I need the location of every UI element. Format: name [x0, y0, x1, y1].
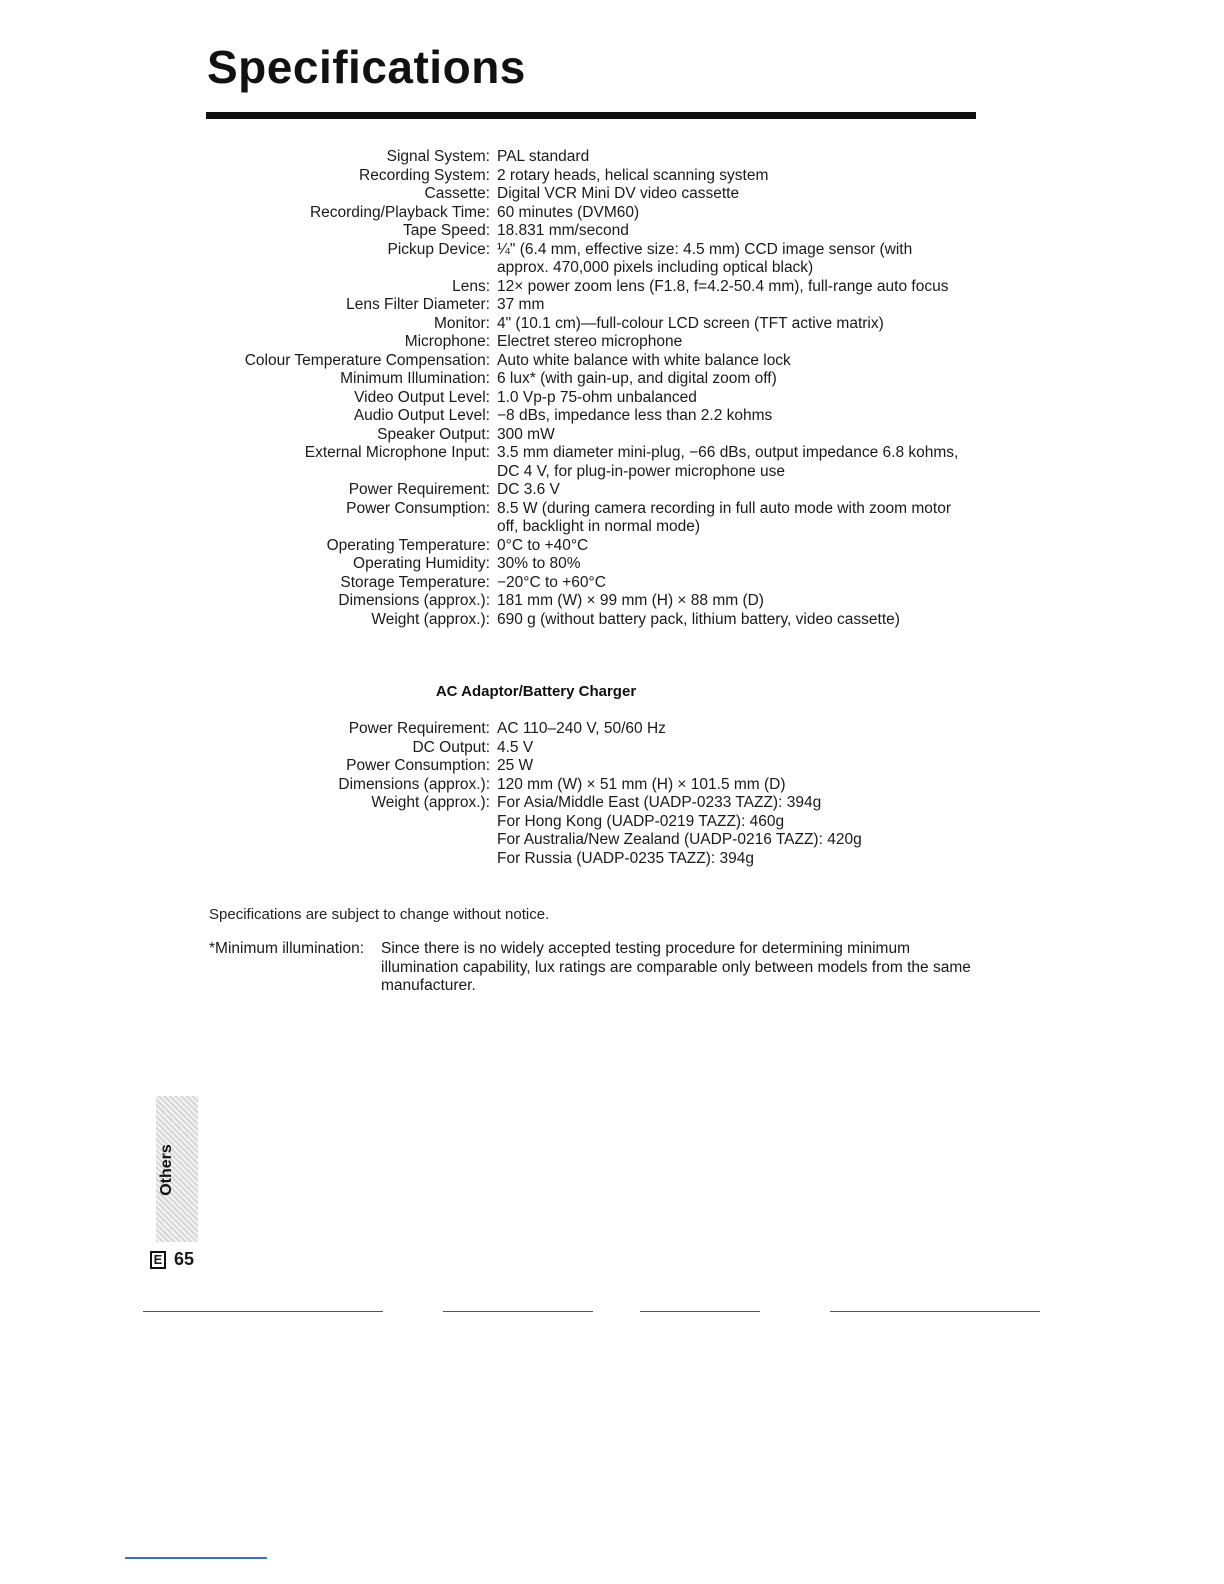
spec-label: Recording System: [359, 166, 490, 184]
spec-row [0, 204, 1224, 223]
language-badge: E [150, 1251, 166, 1269]
spec-value: 37 mm [497, 296, 545, 313]
page-title: Specifications [207, 41, 526, 93]
spec-value: 12× power zoom lens (F1.8, f=4.2-50.4 mm), full-range auto focus [497, 277, 949, 295]
ac-spec-table [0, 720, 1224, 868]
spec-label: Dimensions (approx.): [338, 775, 490, 793]
spec-row [0, 426, 1224, 445]
spec-value: −20°C to +60°C [497, 573, 606, 591]
spec-value: 3.5 mm diameter mini-plug, −66 dBs, output impedance 6.8 kohms, DC 4 V, for plug-in-power microphone use [497, 444, 959, 480]
spec-label: Video Output Level: [354, 388, 490, 406]
spec-value: 1.0 Vp-p 75-ohm unbalanced [497, 388, 697, 406]
spec-row [0, 739, 1224, 758]
spec-label: Lens: [452, 277, 490, 295]
spec-label: Storage Temperature: [340, 573, 490, 591]
spec-label: Lens Filter Diameter: [346, 296, 490, 313]
spec-value: Digital VCR Mini DV video cassette [497, 185, 740, 202]
spec-value: For Asia/Middle East (UADP-0233 TAZZ): 394g For Hong Kong (UADP-0219 TAZZ): 460g For Australia/New Zealand (UADP-0216 TAZZ): 420g For Russia (UADP-0235 TAZZ): 394g [497, 794, 862, 867]
spec-row [0, 611, 1224, 630]
spec-label: Power Consumption: [346, 757, 490, 774]
spec-value: 181 mm (W) × 99 mm (H) × 88 mm (D) [497, 592, 764, 609]
spec-row [0, 389, 1224, 408]
spec-row [0, 315, 1224, 334]
spec-value: 120 mm (W) × 51 mm (H) × 101.5 mm (D) [497, 775, 786, 793]
spec-row [0, 537, 1224, 556]
spec-row [0, 370, 1224, 389]
spec-value: 300 mW [497, 425, 555, 443]
spec-row [0, 757, 1224, 776]
spec-value: Electret stereo microphone [497, 333, 683, 350]
spec-value: 690 g (without battery pack, lithium battery, video cassette) [497, 610, 900, 628]
footnote [209, 940, 981, 996]
spec-row [0, 352, 1224, 371]
spec-row [0, 185, 1224, 204]
spec-label: Signal System: [386, 148, 490, 165]
spec-value: Auto white balance with white balance lock [497, 351, 791, 369]
spec-row [0, 167, 1224, 186]
spec-label: Minimum Illumination: [340, 370, 490, 387]
spec-row [0, 776, 1224, 795]
spec-label: Power Requirement: [348, 720, 490, 737]
spec-value: AC 110–240 V, 50/60 Hz [497, 720, 666, 737]
spec-label: Colour Temperature Compensation: [244, 351, 490, 369]
spec-label: Tape Speed: [402, 222, 490, 239]
spec-value: 60 minutes (DVM60) [497, 203, 640, 221]
spec-row [0, 592, 1224, 611]
spec-row [0, 481, 1224, 500]
spec-label: Microphone: [404, 333, 490, 350]
spec-label: Weight (approx.): [371, 610, 490, 628]
spec-value: 8.5 W (during camera recording in full auto mode with zoom motor off, backlight in normal mode) [497, 499, 952, 535]
spec-label: DC Output: [412, 738, 490, 756]
footer-rule-2 [443, 1311, 593, 1312]
bottom-accent-line [125, 1557, 267, 1559]
spec-row [0, 241, 1224, 278]
spec-label: Recording/Playback Time: [309, 203, 490, 221]
footnote-text: Since there is no widely accepted testing procedure for determining minimum illumination capability, lux ratings are comparable only between models from the same manufacturer. [381, 940, 971, 994]
footer-rule-1 [143, 1311, 383, 1312]
page-number: 65 [174, 1249, 195, 1269]
spec-row [0, 296, 1224, 315]
title-rule [206, 112, 976, 119]
spec-label: Operating Temperature: [326, 536, 490, 554]
spec-label: Dimensions (approx.): [338, 592, 490, 609]
spec-label: Power Consumption: [346, 499, 490, 517]
spec-label: Pickup Device: [387, 240, 490, 258]
footer-rule-4 [830, 1311, 1040, 1312]
spec-value: 6 lux* (with gain-up, and digital zoom off) [497, 370, 777, 387]
spec-value: 18.831 mm/second [497, 222, 629, 239]
spec-label: Operating Humidity: [353, 555, 490, 572]
footer-rule-3 [640, 1311, 760, 1312]
spec-row [0, 444, 1224, 481]
spec-value: 4" (10.1 cm)—full-colour LCD screen (TFT active matrix) [497, 314, 884, 332]
spec-row [0, 500, 1224, 537]
spec-value: ¼" (6.4 mm, effective size: 4.5 mm) CCD image sensor (with approx. 470,000 pixels including optical black) [497, 240, 913, 276]
spec-value: PAL standard [497, 148, 590, 165]
spec-value: 25 W [497, 757, 534, 774]
footnote-label: *Minimum illumination: [209, 940, 365, 957]
section-tab-label: Others [158, 1144, 175, 1196]
spec-label: External Microphone Input: [304, 444, 490, 461]
spec-table [0, 148, 1224, 629]
spec-label: Power Requirement: [348, 481, 490, 498]
spec-row [0, 278, 1224, 297]
spec-value: 0°C to +40°C [497, 536, 589, 554]
spec-row [0, 574, 1224, 593]
spec-row [0, 720, 1224, 739]
ac-adaptor-heading: AC Adaptor/Battery Charger [435, 683, 637, 700]
spec-row [0, 555, 1224, 574]
spec-value: −8 dBs, impedance less than 2.2 kohms [497, 407, 773, 424]
spec-label: Cassette: [424, 185, 490, 202]
spec-value: 2 rotary heads, helical scanning system [497, 166, 769, 184]
spec-value: DC 3.6 V [497, 481, 560, 498]
spec-label: Monitor: [434, 314, 490, 332]
spec-label: Speaker Output: [377, 425, 490, 443]
spec-label: Audio Output Level: [353, 407, 490, 424]
spec-value: 30% to 80% [497, 555, 581, 572]
spec-row [0, 407, 1224, 426]
spec-label: Weight (approx.): [371, 794, 490, 811]
spec-value: 4.5 V [497, 738, 534, 756]
change-notice: Specifications are subject to change without notice. [209, 906, 550, 923]
spec-row [0, 333, 1224, 352]
page-marker [150, 1249, 194, 1270]
spec-row [0, 794, 1224, 868]
spec-row [0, 222, 1224, 241]
spec-row [0, 148, 1224, 167]
